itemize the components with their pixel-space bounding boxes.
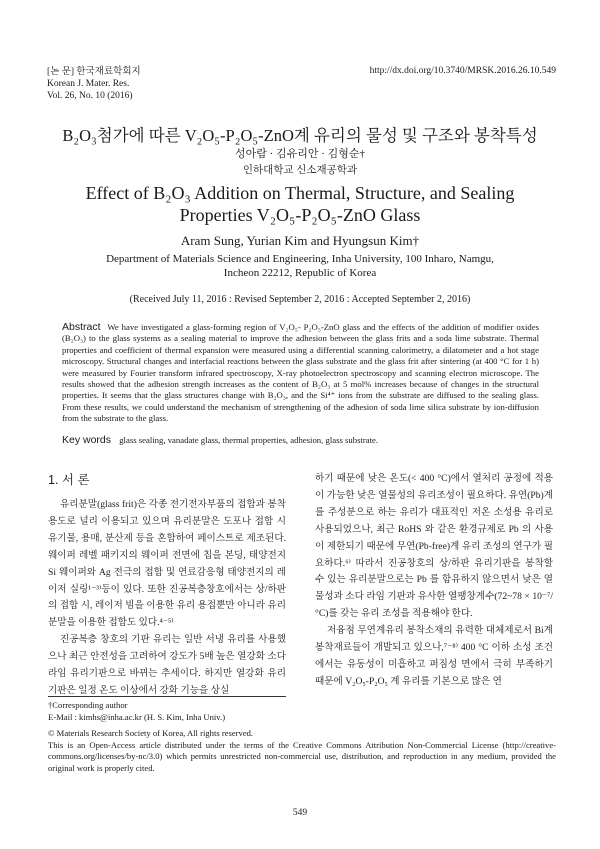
author-email: E-Mail : kimhs@inha.ac.kr (H. S. Kim, Inha Univ.) [48, 711, 226, 722]
affiliation-english-line-1: Department of Materials Science and Engineering, Inha University, 100 Inharo, Namgu, [106, 253, 494, 265]
title-english-line-2: Properties V₂O₅-P₂O₅-ZnO Glass [179, 205, 421, 225]
received-dates: (Received July 11, 2016 : Revised September 2, 2016 : Accepted September 2, 2016) [129, 294, 471, 305]
keywords-label: Key words [62, 434, 112, 446]
paragraph: 유리분말(glass frit)은 각종 전기전자부품의 접합과 봉착용도로 널리 이용되고 있으며 유리분말은 도포나 접합 시 유기물, 용매, 분산제 등을 혼합하여 페이스트로 제조된다. 웨이퍼 레벨 패키지의 웨이퍼 전면에 칩을 본딩, 태양전지 Si 웨이퍼와 Ag 전극의 접합 및 연료감응형 태양전지의 레이저 실링¹⁻³⁾등이 있다. 또한 진공복층창호에서는 상/하판의 접합 시, 레이저 빔을 이용한 유리 용접뿐만 아니라 유리분말을 이용한 접합도 있다.⁴⁻⁵⁾ [48, 499, 286, 629]
paragraph: 하기 때문에 낮은 온도(< 400 °C)에서 열처리 공정에 적용이 가능한 낮은 열물성의 유리조성이 필요하다. 유연(Pb)계를 주성분으로 하는 유리가 대표적인 저온 소성용 유리로 사용되었으나, 최근 RoHS 와 같은 환경규제로 Pb 의 사용이 제한되기 때문에 무연(Pb-free)계 유리 조성의 연구가 필요하다.⁶⁾ 따라서 진공창호의 상/하판 유리기판을 봉착할 수 있는 유리분말으로는 Pb 를 함유하지 않으면서 낮은 열물성과 소다 라임 기판과 유사한 열팽창계수(72~78 × 10⁻⁷/°C)를 갖는 유리 조성을 적용해야 한다. [315, 473, 553, 620]
body-column-right [315, 471, 553, 691]
doi-link[interactable]: http://dx.doi.org/10.3740/MRSK.2016.26.10.549 [369, 66, 556, 76]
affiliation-korean: 인하대학교 신소재공학과 [242, 165, 358, 176]
footnote [48, 700, 225, 723]
section-heading: 1. 서 론 [48, 473, 90, 487]
paragraph: 저융점 무연계유리 봉착소재의 유력한 대체제로서 Bi계 봉착재료들이 개발되고 있으나,⁷⁻⁸⁾ 400 °C 이하 소성 조건에서는 유동성이 미흡하고 퍼짐성 면에서 극히 부족하기 때문에 V₂O₅-P₂O₅ 계 유리를 기본으로 많은 연 [315, 625, 553, 687]
keywords-text: glass sealing, vanadate glass, thermal properties, adhesion, glass substrate. [119, 435, 379, 445]
title-english-line-1: Effect of B₂O₃ Addition on Thermal, Structure, and Sealing [85, 183, 515, 203]
abstract-text: We have investigated a glass-forming region of V₂O₅- P₂O₅-ZnO glass and the effects of the addition of modifier oxides (B₂O₃) to the glass systems as a sealing material to improve the adhesion between the glass frits and a soda lime substrate. Thermal properties and coefficient of thermal expansion were measured using a differential scanning calorimetry, a dilatometer and a hot stage microscopy. Structural changes and interfacial reactions between the glass substrate and the glass frit after sintering (at 400 °C for 1 h) were measured by Fourier transform infrared spectroscopy, X-ray photoelectron spectroscopy and scanning electron microscope. The results showed that the adhesion strength increases as the content of B₂O₃ at 5 mol% increases because of changes in the structural properties. It seems that the glass structures change with B₂O₃, and the Si⁴⁺ ions from the substrate are diffused to the sealing glass. From these results, we could understand the mechanism of strengthening of the adhesion of soda lime silica substrate by ion-diffusion from the substrate to the glass. [62, 322, 539, 424]
journal-info [47, 66, 141, 102]
title-korean: B₂O₃첨가에 따른 V₂O₅-P₂O₅-ZnO계 유리의 물성 및 구조와 봉착특성 [62, 126, 538, 145]
abstract-label: Abstract [62, 321, 101, 333]
journal-volume: Vol. 26, No. 10 (2016) [47, 91, 133, 101]
corresponding-author: †Corresponding author [48, 700, 128, 710]
authors-korean: 성아람 · 김유리안 · 김형순† [234, 148, 366, 160]
copyright-notice [48, 728, 556, 774]
affiliation-english [0, 252, 600, 280]
license-text: This is an Open-Access article distributed under the terms of the Creative Commons Attribution Non-Commercial License (http://creative-commons.org/licenses/by-nc/3.0) which permits unrestricted non-commercial use, distribution, and reproduction in any medium, provided the original work is properly cited. [48, 739, 556, 773]
authors-english: Aram Sung, Yurian Kim and Hyungsun Kim† [180, 233, 420, 248]
title-english [0, 182, 600, 226]
page-number: 549 [292, 808, 308, 818]
keywords [62, 434, 539, 446]
body-column-left [48, 472, 286, 700]
copyright-line: © Materials Research Society of Korea, All rights reserved. [48, 728, 254, 738]
affiliation-english-line-2: Incheon 22212, Republic of Korea [223, 267, 377, 279]
abstract [62, 322, 539, 425]
journal-name-en: Korean J. Mater. Res. [47, 79, 130, 89]
footnote-divider [48, 696, 286, 697]
journal-name-ko: [논 문] 한국재료학회지 [47, 67, 141, 77]
paragraph: 진공복층 창호의 기판 유리는 일반 서냉 유리를 사용했으나 최근 안전성을 고려하여 강도가 5배 높은 열강화 소다라임 유리기판으로 바뀌는 추세이다. 하지만 열강화 유리기판은 일정 온도 이상에서 강화 기능을 상실 [48, 634, 286, 696]
